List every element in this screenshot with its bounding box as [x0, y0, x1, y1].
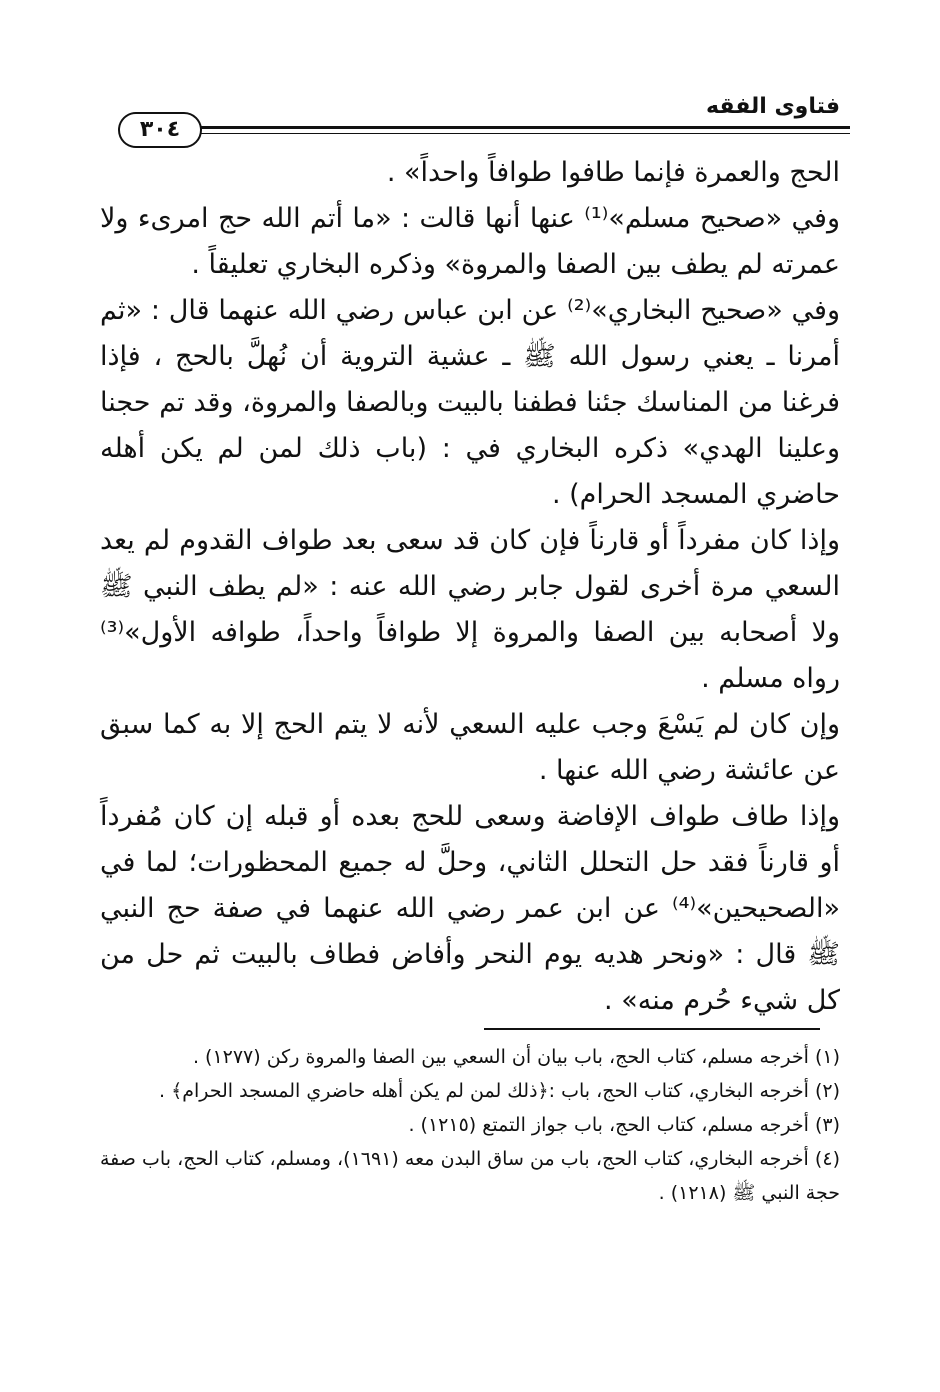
footnote: (٤) أخرجه البخاري، كتاب الحج، باب من ساق البدن معه (١٦٩١)، ومسلم، كتاب الحج، باب صفة حجة النبي ﷺ (١٢١٨) .	[100, 1148, 840, 1204]
page-number: ٣٠٤	[118, 112, 202, 148]
footnote: (٣) أخرجه مسلم، كتاب الحج، باب جواز التمتع (١٢١٥) .	[408, 1114, 840, 1136]
paragraph: وإن كان لم يَسْعَ وجب عليه السعي لأنه لا يتم الحج إلا به كما سبق عن عائشة رضي الله عنها .	[100, 709, 840, 786]
main-text	[100, 150, 840, 1024]
header-rule	[196, 126, 850, 129]
paragraph: وإذا كان مفرداً أو قارناً فإن كان قد سعى بعد طواف القدوم لم يعد السعي مرة أخرى لقول جابر رضي الله عنه : «لم يطف النبي ﷺ ولا أصحابه بين الصفا والمروة إلا طوافاً واحداً، طوافه الأول»⁽³⁾ رواه مسلم .	[100, 525, 840, 694]
footnote-separator	[484, 1028, 820, 1030]
footnote: (١) أخرجه مسلم، كتاب الحج، باب بيان أن السعي بين الصفا والمروة ركن (١٢٧٧) .	[192, 1046, 840, 1068]
footnote: (٢) أخرجه البخاري، كتاب الحج، باب :﴿ذلك لمن لم يكن أهله حاضري المسجد الحرام﴾ .	[158, 1080, 840, 1102]
header-rule-thin	[196, 133, 850, 134]
page-header	[100, 88, 850, 148]
paragraph: الحج والعمرة فإنما طافوا طوافاً واحداً» .	[386, 157, 840, 188]
book-title: فتاوى الفقه	[706, 94, 840, 119]
footnotes	[100, 1040, 840, 1210]
paragraph: وفي «صحيح مسلم»⁽¹⁾ عنها أنها قالت : «ما أتم الله حج امرىء ولا عمرته لم يطف بين الصفا والمروة» وذكره البخاري تعليقاً .	[100, 203, 841, 280]
paragraph: وإذا طاف طواف الإفاضة وسعى للحج بعده أو قبله إن كان مُفرداً أو قارناً فقد حل التحلل الثاني، وحلَّ له جميع المحظورات؛ لما في «الصحيحين»⁽⁴⁾ عن ابن عمر رضي الله عنهما في صفة حج النبي ﷺ قال : «ونحر هديه يوم النحر وأفاض فطاف بالبيت ثم حل من كل شيء حُرم منه» .	[100, 801, 840, 1016]
paragraph: وفي «صحيح البخاري»⁽²⁾ عن ابن عباس رضي الله عنهما قال : «ثم أمرنا ـ يعني رسول الله ﷺ ـ عشية التروية أن نُهلَّ بالحج ، فإذا فرغنا من المناسك جئنا فطفنا بالبيت وبالصفا والمروة، وقد تم حجنا وعلينا الهدي» ذكره البخاري في : (باب ذلك لمن لم يكن أهله حاضري المسجد الحرام) .	[100, 295, 840, 510]
